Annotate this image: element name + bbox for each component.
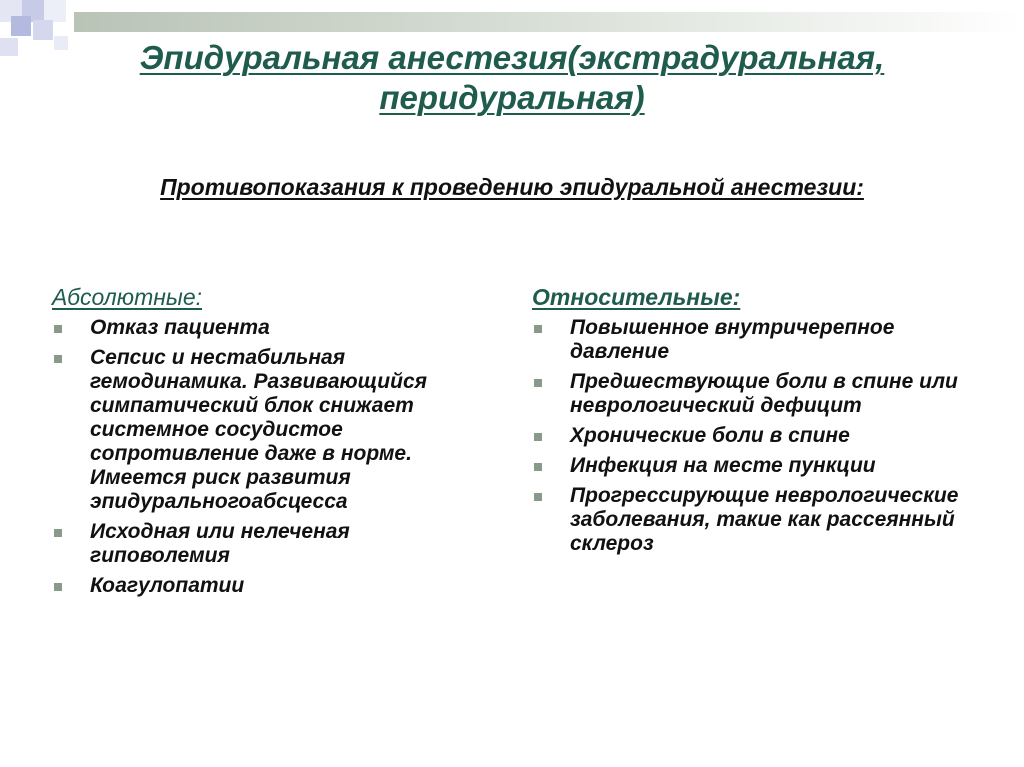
list-item [52, 520, 470, 568]
relative-heading: Относительные: [532, 284, 741, 310]
square-bullet-icon [54, 325, 62, 333]
list-item [52, 316, 470, 340]
list-item-text: Повышенное внутричерепное давление [570, 316, 895, 363]
square-bullet-icon [534, 379, 542, 387]
absolute-heading: Абсолютные: [52, 284, 202, 310]
list-item-text: Прогрессирующие неврологические заболевания, такие как рассеянный склероз [570, 484, 959, 555]
square-bullet-icon [534, 325, 542, 333]
list-item [532, 316, 962, 364]
list-item-text: Коагулопатии [90, 574, 245, 597]
square-bullet-icon [54, 583, 62, 591]
list-item-text: Исходная или нелеченая гиповолемия [90, 520, 350, 567]
slide-title-text: Эпидуральная анестезия(экстрадуральная, перидуральная) [139, 39, 885, 116]
list-item-text: Сепсис и нестабильная гемодинамика. Развивающийся симпатический блок снижает системное сосудистое сопротивление даже в норме. Имеется риск развития эпидуральногоабсцесса [90, 346, 428, 513]
list-item-text: Инфекция на месте пункции [570, 454, 876, 477]
list-item-text: Отказ пациента [90, 316, 270, 339]
list-item [52, 574, 470, 598]
list-item [532, 424, 962, 448]
list-item [52, 346, 470, 514]
square-bullet-icon [534, 433, 542, 441]
absolute-list [52, 316, 472, 598]
list-item [532, 454, 962, 478]
slide-subtitle: Противопоказания к проведению эпидуральной анестезии: [160, 174, 864, 200]
relative-contraindications [532, 282, 962, 562]
list-item-text: Предшествующие боли в спине или неврологический дефицит [570, 370, 958, 417]
square-bullet-icon [54, 355, 62, 363]
square-bullet-icon [534, 463, 542, 471]
square-bullet-icon [534, 493, 542, 501]
slide-title [30, 38, 994, 118]
square-bullet-icon [54, 529, 62, 537]
header-bar [74, 12, 1024, 32]
relative-list [532, 316, 962, 556]
list-item [532, 484, 962, 556]
list-item [532, 370, 962, 418]
list-item-text: Хронические боли в спине [570, 424, 850, 447]
absolute-contraindications [52, 282, 472, 604]
